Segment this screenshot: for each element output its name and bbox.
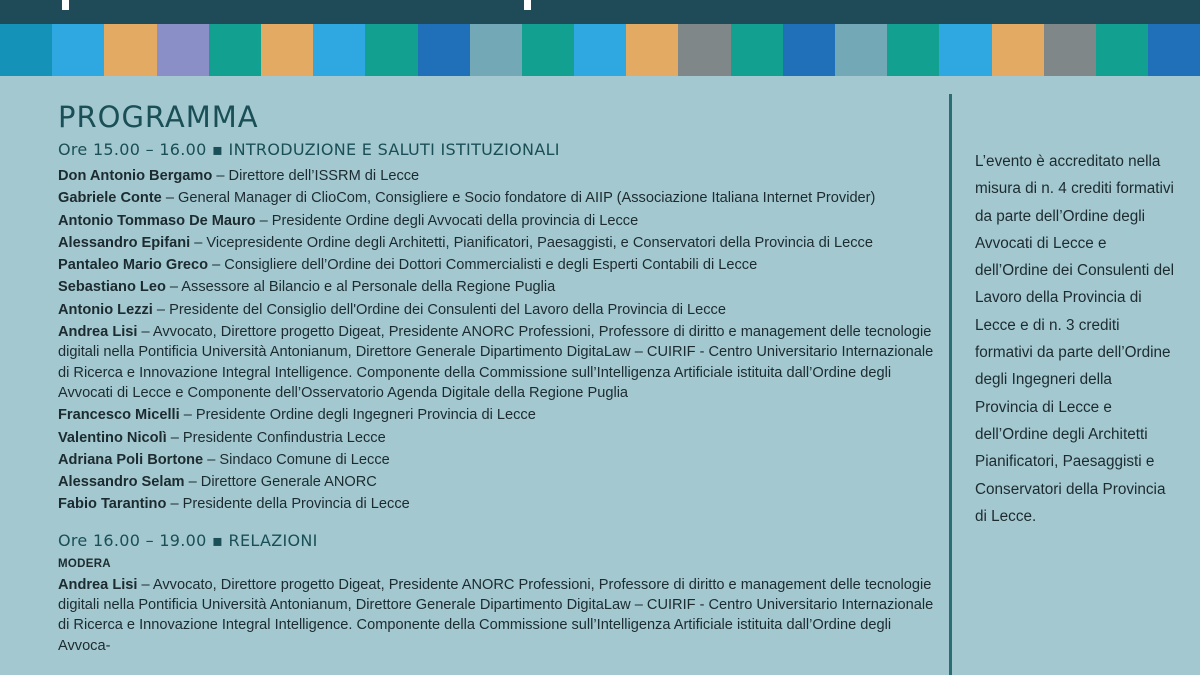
- color-tile: [731, 24, 783, 76]
- accreditation-note: L’evento è accreditato nella misura di n. 4 crediti formativi da parte dell’Ordine degli Avvocati di Lecce e dell’Ordine dei Consulenti del Lavoro della Provincia di Lecce e di n. 3 crediti formativi da parte dell’Ordine degli Ingegneri della Provincia di Lecce e dell’Ordine degli Architetti Pianificatori, Paesaggisti e Conservatori della Provincia di Lecce.: [975, 153, 1174, 525]
- color-tile: [835, 24, 887, 76]
- color-tile: [52, 24, 104, 76]
- color-tile: [522, 24, 574, 76]
- speaker-role: – Direttore Generale ANORC: [188, 474, 377, 491]
- speaker-role: – Avvocato, Direttore progetto Digeat, Presidente ANORC Professioni, Professore di diritto e management delle tecnologie digitali nella Pontificia Università Antonianum, Direttore Generale Dipartimento DigitaLaw – CUIRIF - Centro Universitario Internazionale di Ricerca e Innovazione Integral Intelligence. Componente della Commissione sull’Intelligenza Artificiale istituita dall’Ordine degli Avvoca-: [58, 576, 934, 654]
- color-tile: [992, 24, 1044, 76]
- color-tile: [939, 24, 991, 76]
- speaker-entry: [58, 472, 938, 492]
- session-1-entries: [58, 166, 938, 515]
- speaker-entry: [58, 575, 938, 656]
- speaker-name: Antonio Lezzi: [58, 301, 153, 318]
- color-tile: [1044, 24, 1096, 76]
- session-2-entries: [58, 575, 938, 656]
- moderator-label: MODERA: [58, 557, 111, 570]
- color-tile: [313, 24, 365, 76]
- session-2-time: Ore 16.00 – 19.00 ▪ RELAZIONI: [58, 530, 318, 550]
- speaker-entry: [58, 322, 938, 403]
- speaker-role: – Presidente della Provincia di Lecce: [170, 496, 410, 513]
- color-tile: [783, 24, 835, 76]
- speaker-role: – General Manager di ClioCom, Consigliere e Socio fondatore di AIIP (Associazione Italiana Internet Provider): [165, 190, 876, 207]
- speaker-entry: [58, 450, 938, 470]
- speaker-role: – Presidente Ordine degli Ingegneri Provincia di Lecce: [183, 407, 536, 424]
- speaker-entry: [58, 211, 938, 231]
- speaker-name: Adriana Poli Bortone: [58, 451, 204, 468]
- color-tile: [1148, 24, 1200, 76]
- speaker-name: Gabriele Conte: [58, 190, 162, 207]
- speaker-name: Don Antonio Bergamo: [58, 168, 213, 184]
- program-heading: PROGRAMMA: [58, 100, 259, 134]
- speaker-entry: [58, 300, 938, 320]
- speaker-name: Andrea Lisi: [58, 324, 138, 341]
- color-tile: [418, 24, 470, 76]
- color-tile: [574, 24, 626, 76]
- speaker-entry: [58, 428, 938, 448]
- color-tile: [1096, 24, 1148, 76]
- session-2: [58, 529, 938, 656]
- color-tile: [887, 24, 939, 76]
- color-tile: [261, 24, 313, 76]
- speaker-name: Sebastiano Leo: [58, 279, 166, 296]
- speaker-entry: [58, 405, 938, 425]
- speaker-name: Pantaleo Mario Greco: [58, 257, 209, 274]
- speaker-role: – Vicepresidente Ordine degli Architetti, Pianificatori, Paesaggisti, e Conservatori della Provincia di Lecce: [194, 234, 873, 251]
- program-column: [58, 98, 938, 658]
- column-divider: [949, 94, 952, 675]
- color-tile: [104, 24, 156, 76]
- color-tile: [157, 24, 209, 76]
- speaker-name: Valentino Nicolì: [58, 429, 167, 446]
- banner-notch: [524, 0, 531, 10]
- speaker-name: Alessandro Epifani: [58, 234, 191, 251]
- color-tile-strip: [0, 24, 1200, 76]
- session-1: [58, 138, 938, 515]
- speaker-entry: [58, 166, 938, 186]
- top-banner: [0, 0, 1200, 24]
- speaker-role: – Avvocato, Direttore progetto Digeat, Presidente ANORC Professioni, Professore di diritto e management delle tecnologie digitali nella Pontificia Università Antonianum, Direttore Generale Dipartimento DigitaLaw – CUIRIF - Centro Universitario Internazionale di Ricerca e Innovazione Integral Intelligence. Componente della Commissione sull’Intelligenza Artificiale istituita dall’Ordine degli Avvocati di Lecce e Componente dell’Osservatorio Agenda Digitale della Regione Puglia: [58, 324, 934, 401]
- speaker-role: – Consigliere dell’Ordine dei Dottori Commercialisti e degli Esperti Contabili di Lecce: [212, 257, 758, 274]
- color-tile: [626, 24, 678, 76]
- banner-notch: [62, 0, 69, 10]
- speaker-name: Fabio Tarantino: [58, 496, 167, 513]
- speaker-role: – Assessore al Bilancio e al Personale della Regione Puglia: [169, 279, 556, 296]
- speaker-entry: [58, 277, 938, 297]
- color-tile: [0, 24, 52, 76]
- color-tile: [678, 24, 730, 76]
- session-1-time: Ore 15.00 – 16.00 ▪ INTRODUZIONE E SALUTI ISTITUZIONALI: [58, 140, 560, 159]
- speaker-name: Alessandro Selam: [58, 474, 185, 491]
- speaker-role: – Presidente Ordine degli Avvocati della provincia di Lecce: [259, 212, 639, 229]
- color-tile: [209, 24, 261, 76]
- speaker-name: Antonio Tommaso De Mauro: [58, 212, 256, 229]
- speaker-entry: [58, 188, 938, 208]
- color-tile: [470, 24, 522, 76]
- speaker-entry: [58, 255, 938, 275]
- speaker-role: – Presidente Confindustria Lecce: [170, 429, 386, 446]
- speaker-role: – Direttore dell’ISSRM di Lecce: [216, 168, 420, 184]
- speaker-role: – Presidente del Consiglio dell'Ordine dei Consulenti del Lavoro della Provincia di Lecce: [156, 301, 726, 318]
- speaker-name: Francesco Micelli: [58, 407, 180, 424]
- speaker-name: Andrea Lisi: [58, 576, 138, 593]
- speaker-role: – Sindaco Comune di Lecce: [207, 451, 390, 468]
- speaker-entry: [58, 494, 938, 514]
- speaker-entry: [58, 233, 938, 253]
- color-tile: [365, 24, 417, 76]
